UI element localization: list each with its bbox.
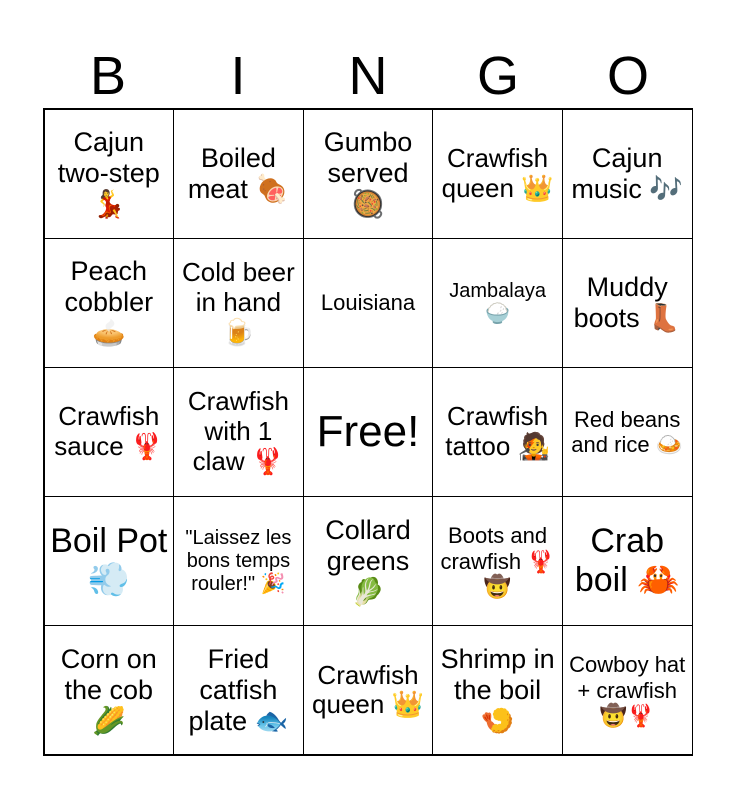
bingo-cell[interactable]	[432, 625, 563, 755]
cell-text: Cold beer in hand 🍺	[182, 256, 295, 347]
bingo-cell[interactable]	[44, 109, 175, 239]
cell-text: Shrimp in the boil 🍤	[440, 643, 555, 736]
cell-text: Crawfish queen 👑	[441, 142, 554, 203]
cell-text: Free!	[316, 406, 420, 456]
bingo-cell[interactable]	[562, 367, 693, 497]
header-letter-i: I	[230, 46, 246, 106]
bingo-cell[interactable]	[173, 367, 304, 497]
bingo-cell[interactable]	[562, 625, 693, 755]
bingo-cell[interactable]	[303, 238, 434, 368]
bingo-header	[43, 44, 693, 108]
cell-text: Boil Pot 💨	[50, 522, 168, 600]
bingo-cell[interactable]	[562, 109, 693, 239]
bingo-cell[interactable]	[44, 625, 175, 755]
bingo-cell[interactable]	[303, 109, 434, 239]
bingo-board	[43, 108, 693, 756]
cell-text: Crawfish with 1 claw 🦞	[187, 386, 289, 476]
bingo-cell[interactable]	[173, 109, 304, 239]
cell-text: Muddy boots 👢	[573, 271, 681, 333]
cell-text: Crawfish sauce 🦞	[54, 401, 164, 461]
bingo-cell[interactable]	[562, 238, 693, 368]
cell-text: "Laissez les bons temps rouler!" 🎉	[185, 526, 292, 595]
cell-text: Jambalaya 🍚	[449, 279, 546, 325]
bingo-cell[interactable]	[44, 238, 175, 368]
cell-text: Cajun two-step 💃	[57, 127, 160, 220]
header-letter-g: G	[476, 46, 519, 106]
cell-text: Louisiana	[320, 290, 416, 316]
header-letter-n: N	[348, 46, 388, 106]
cell-text: Boiled meat 🍖	[187, 142, 289, 204]
cell-text: Crawfish queen 👑	[312, 659, 424, 720]
bingo-cell[interactable]	[173, 625, 304, 755]
cell-text: Boots and crawfish 🦞🤠	[440, 523, 555, 599]
bingo-cell[interactable]	[432, 109, 563, 239]
cell-text: Peach cobbler 🥧	[64, 256, 154, 349]
cell-text: Cowboy hat + crawfish 🤠🦞	[569, 652, 686, 729]
bingo-cell[interactable]	[44, 496, 175, 626]
cell-text: Collard greens 🥬	[325, 514, 411, 607]
cell-text: Gumbo served 🥘	[323, 127, 413, 220]
cell-text: Corn on the cob 🌽	[60, 643, 157, 736]
bingo-cell[interactable]	[303, 625, 434, 755]
bingo-cell[interactable]	[44, 367, 175, 497]
bingo-cell[interactable]	[432, 367, 563, 497]
bingo-cell[interactable]	[173, 496, 304, 626]
bingo-cell[interactable]	[562, 496, 693, 626]
cell-text: Fried catfish plate 🐟	[188, 643, 289, 736]
bingo-cell[interactable]	[303, 496, 434, 626]
bingo-cell[interactable]	[432, 496, 563, 626]
cell-text: Crab boil 🦀	[574, 522, 680, 600]
free-space[interactable]	[303, 367, 434, 497]
cell-text: Cajun music 🎶	[571, 142, 684, 204]
bingo-cell[interactable]	[432, 238, 563, 368]
header-letter-b: B	[89, 46, 127, 106]
bingo-cell[interactable]	[173, 238, 304, 368]
cell-text: Red beans and rice 🍛	[571, 406, 684, 457]
header-letter-o: O	[606, 46, 649, 106]
cell-text: Crawfish tattoo 🧑‍🎤	[445, 401, 550, 461]
